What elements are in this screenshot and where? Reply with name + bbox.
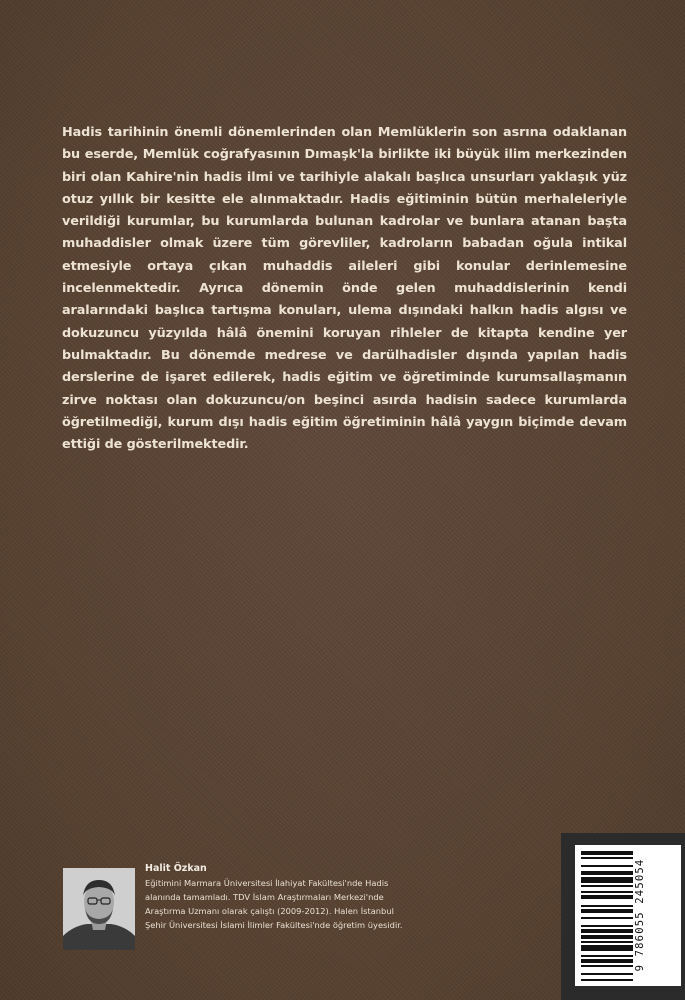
barcode-bar: [581, 925, 633, 927]
book-description: Hadis tarihinin önemli dönemlerinden olan Memlüklerin son asrına odaklanan bu eserde, Memlük coğrafyasının Dımaşk'la birlikte iki büyük ilim merkezinden biri olan Kahire'nin hadis ilmi ve tarihiyle alakalı başlıca unsurları yaklaşık yüz otuz yıllık bir kesitte ele alınmaktadır. Hadis eğitiminin bütün merhaleleriyle verildiği kurumlar, bu kurumlarda bulunan kadrolar ve bunlara atanan başta muhaddisler olmak üzere tüm görevliler, kadroların babadan oğula intikal etmesiyle ortaya çıkan muhaddis aileleri gibi konular derinlemesine incelenmektedir. Ayrıca dönemin önde gelen muhaddislerinin kendi aralarındaki başlıca tartışma konuları, ulema dışındaki halkın hadis algısı ve dokuzuncu yüzyılda hâlâ önemini koruyan rihleler de kitapta kendine yer bulmaktadır. Bu dönemde medrese ve darülhadisler dışında yapılan hadis derslerine de işaret edilerek, hadis eğitim ve öğretiminde kurumsallaşmanın zirve noktası olan dokuzuncu/on beşinci asırda hadisin sadece kurumlarda öğretilmediği, kurum dışı hadis eğitim öğretiminin hâlâ yaygın biçimde devam ettiği de gösterilmektedir.: [62, 125, 627, 453]
barcode-bar: [581, 917, 633, 919]
author-name: Halit Özkan: [145, 863, 207, 874]
barcode-bar: [581, 929, 633, 933]
barcode-bar: [581, 885, 633, 887]
barcode-bar: [581, 851, 633, 855]
barcode-bar: [581, 895, 633, 899]
barcode-bar: [581, 955, 633, 957]
barcode-bar: [581, 935, 633, 939]
barcode-bar: [581, 973, 633, 975]
barcode-bar: [581, 965, 633, 967]
barcode-bar: [581, 959, 633, 963]
barcode-bar: [581, 877, 633, 883]
barcode-bar: [581, 891, 633, 893]
isbn-number: 9 786055 245054: [634, 858, 646, 972]
barcode-bar: [581, 909, 633, 913]
barcode-bar: [581, 865, 633, 867]
barcode-bars: [575, 845, 681, 986]
barcode-bar: [581, 857, 633, 859]
barcode-bar: [581, 941, 633, 943]
barcode-bar: [581, 871, 633, 875]
author-bio: Eğitimini Marmara Üniversitesi İlahiyat Fakültesi'nde Hadis alanında tamamladı. TDV İslam Araştırmaları Merkezi'nde Araştırma Uzmanı olarak çalıştı (2009-2012). Halen İstanbul Şehir Üniversitesi İslami İlimler Fakültesi'nde öğretim üyesidir.: [145, 878, 403, 930]
author-portrait-image: [63, 868, 135, 950]
barcode-bar: [581, 979, 633, 981]
barcode-bar: [581, 905, 633, 907]
barcode-bar: [581, 945, 633, 951]
barcode-panel: [561, 833, 685, 1000]
barcode: [575, 845, 681, 986]
author-photo: [63, 868, 135, 950]
